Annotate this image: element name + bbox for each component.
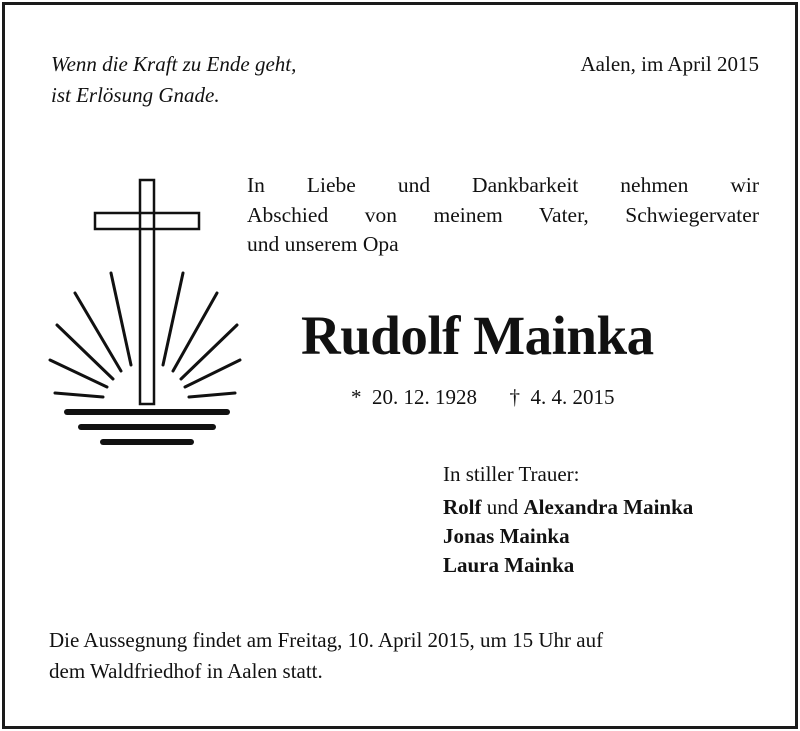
obituary-notice	[2, 2, 798, 729]
mourner-line-3: Laura Mainka	[443, 553, 575, 577]
funeral-line-2: dem Waldfriedhof in Aalen statt.	[49, 659, 323, 683]
mourner-line-1	[443, 493, 693, 522]
place-date: Aalen, im April 2015	[580, 52, 759, 76]
mourners-heading: In stiller Trauer:	[443, 462, 580, 486]
intro-line-3: und unserem Opa	[247, 232, 399, 256]
horizon-lines	[67, 412, 227, 442]
intro-line-2: Abschied von meinem Vater, Schwiegervater	[247, 202, 759, 227]
mourner-first-b: Alexandra Mainka	[523, 495, 694, 519]
cross	[95, 180, 199, 404]
mourner-line-2: Jonas Mainka	[443, 524, 570, 548]
mourners	[443, 460, 693, 580]
death-date: 4. 4. 2015	[530, 385, 615, 409]
birth-date: 20. 12. 1928	[372, 385, 477, 409]
funeral-line-1: Die Aussegnung findet am Freitag, 10. April 2015, um 15 Uhr auf	[49, 628, 604, 652]
mourner-conjunction: und	[486, 495, 519, 519]
motto	[51, 49, 296, 111]
motto-line-2: ist Erlösung Gnade.	[51, 83, 220, 107]
intro-line-1: In Liebe und Dankbarkeit nehmen wir	[247, 173, 759, 197]
funeral-info	[49, 625, 765, 687]
birth-mark: *	[351, 385, 362, 409]
cross-with-sunrise-icon	[45, 175, 245, 455]
life-dates	[351, 383, 615, 411]
intro-text	[247, 171, 759, 260]
motto-line-1: Wenn die Kraft zu Ende geht,	[51, 52, 297, 76]
mourner-first-a: Rolf	[443, 495, 482, 519]
sun-rays	[50, 273, 240, 397]
death-mark: †	[509, 385, 520, 409]
deceased-name: Rudolf Mainka	[301, 305, 654, 366]
